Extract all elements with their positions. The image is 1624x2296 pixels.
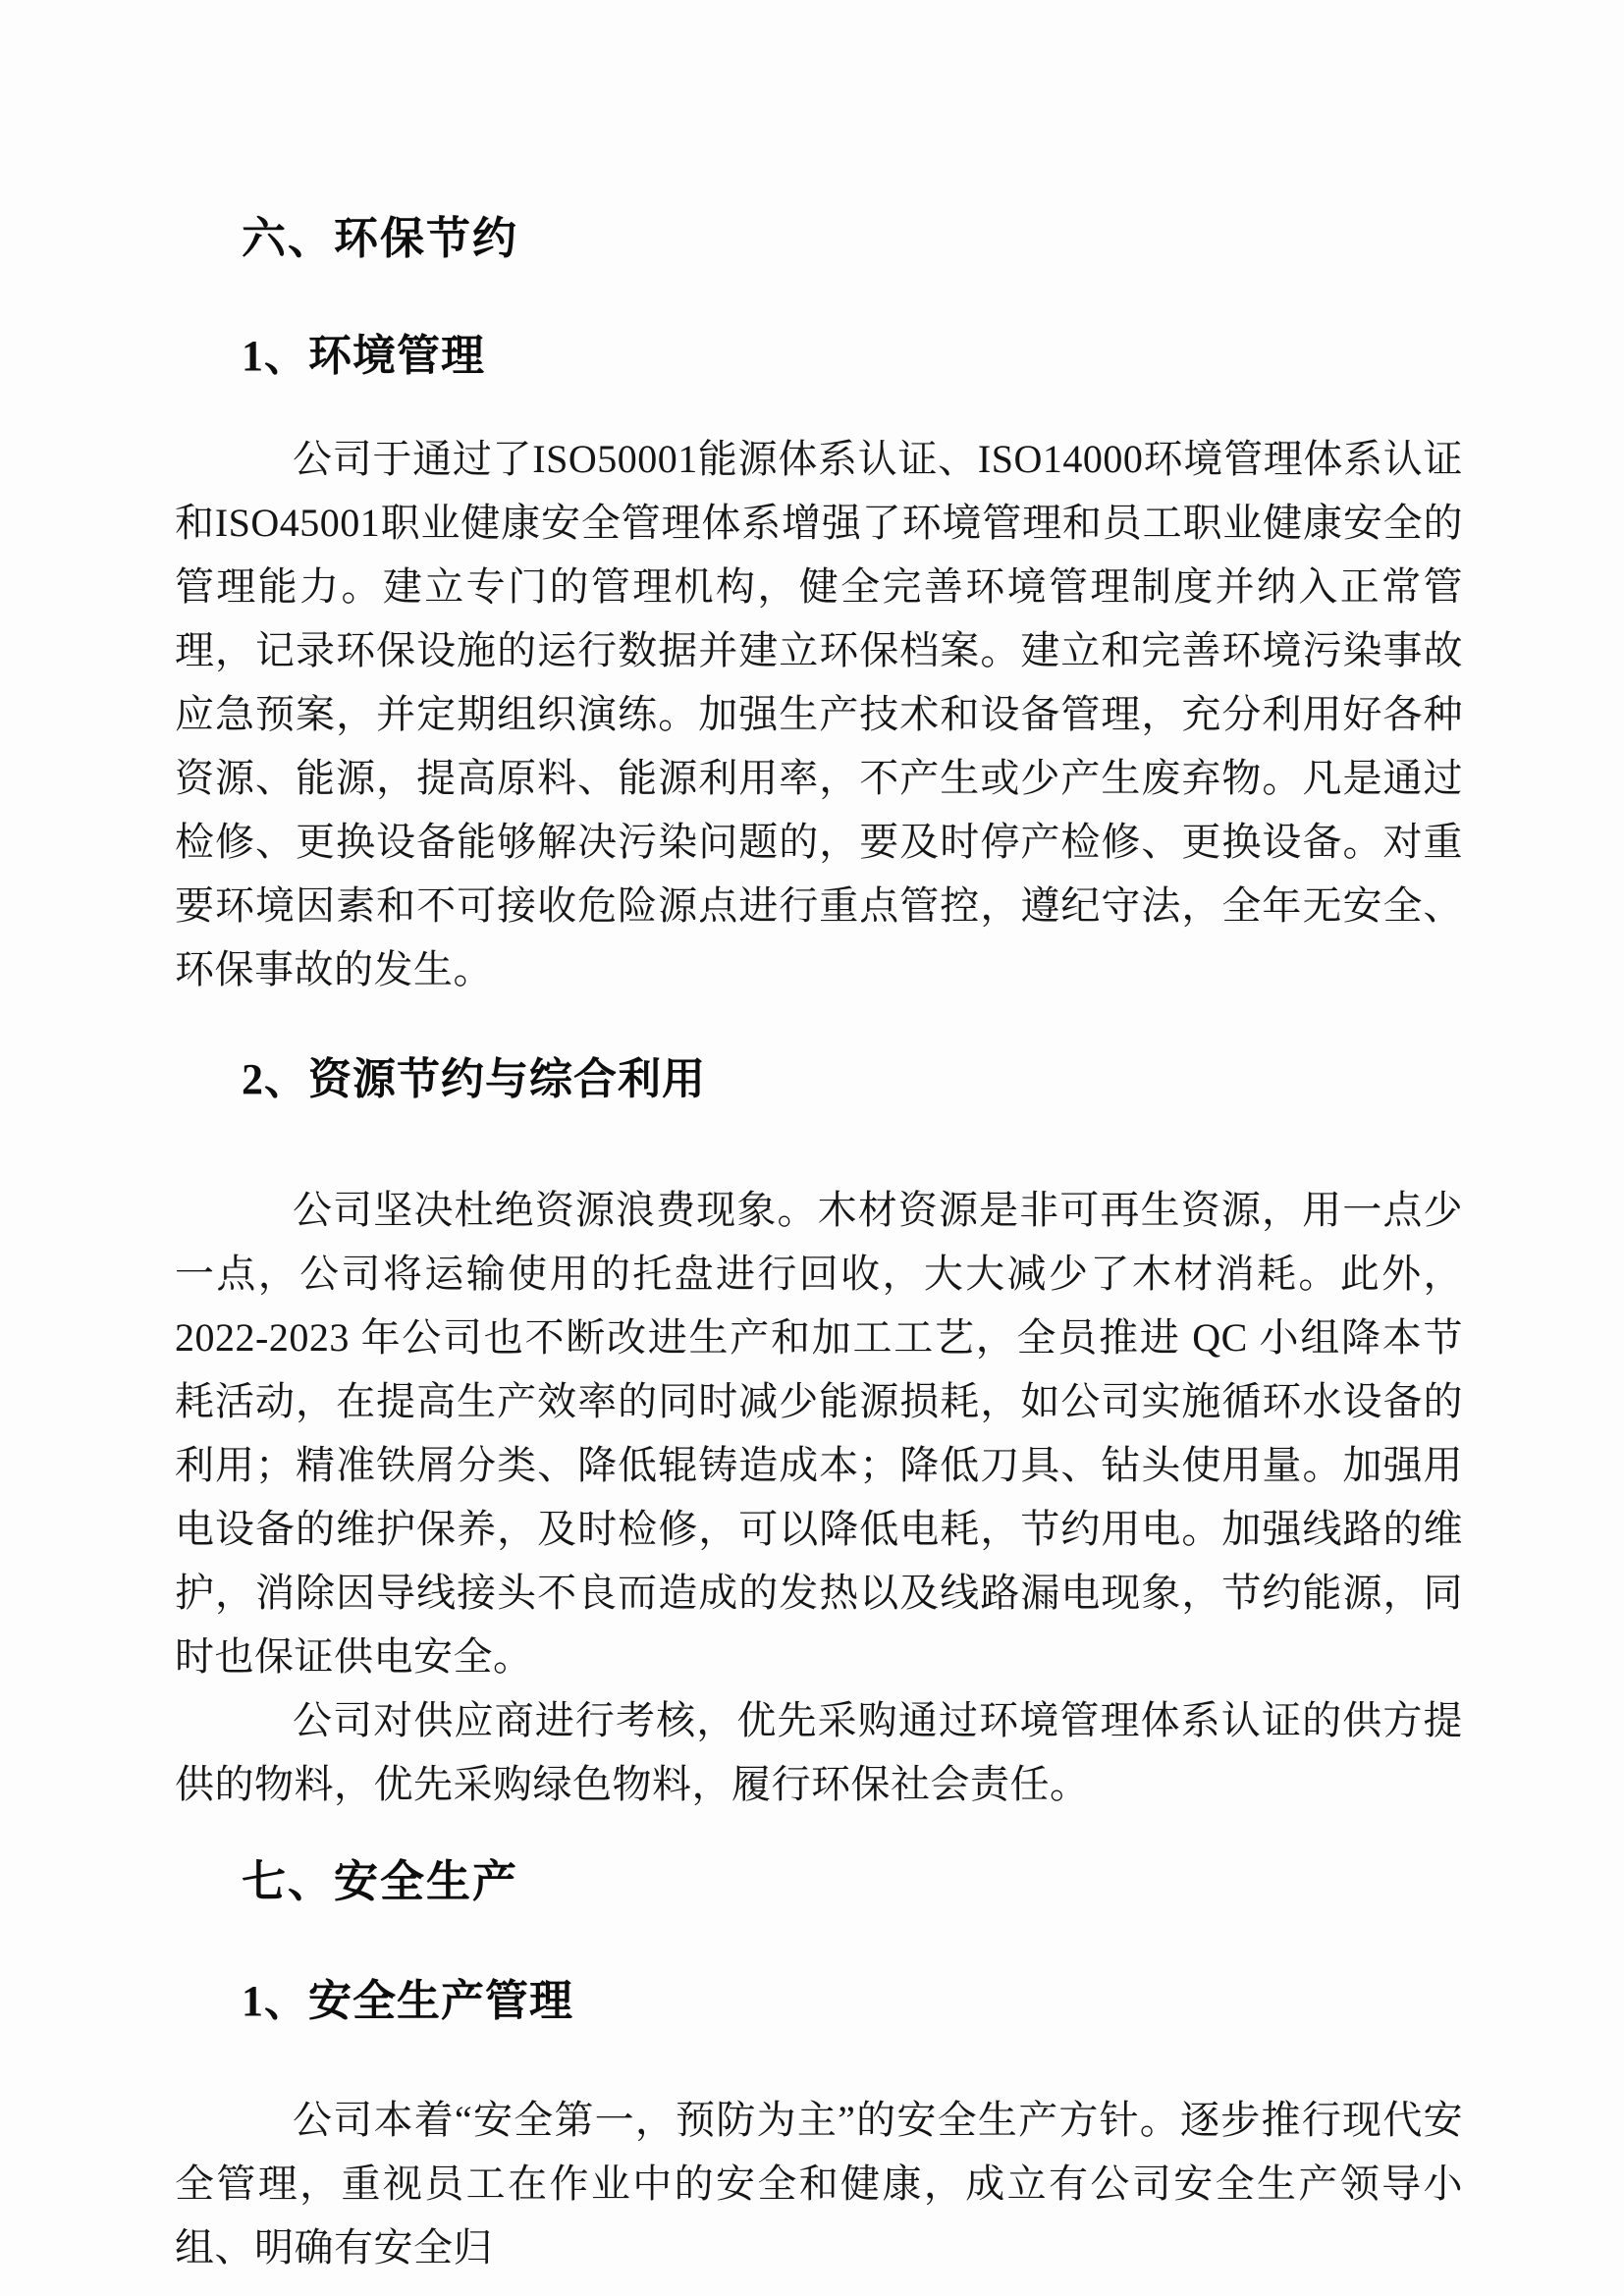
paragraph-environment-management: 公司于通过了ISO50001能源体系认证、ISO14000环境管理体系认证和ISO45001职业健康安全管理体系增强了环境管理和员工职业健康安全的管理能力。建立专门的管理机构，健全完善环境管理制度并纳入正常管理，记录环保设施的运行数据并建立环保档案。建立和完善环境污染事故应急预案，并定期组织演练。加强生产技术和设备管理，充分利用好各种资源、能源，提高原料、能源利用率，不产生或少产生废弃物。凡是通过检修、更换设备能够解决污染问题的，要及时停产检修、更换设备。对重要环境因素和不可接收危险源点进行重点管控，遵纪守法，全年无安全、环保事故的发生。 — [175, 437, 1463, 991]
section-heading-safety-production: 七、安全生产 — [242, 1856, 519, 1906]
section-heading-environment-saving: 六、环保节约 — [242, 213, 519, 263]
paragraph-safety-policy: 公司本着“安全第一，预防为主”的安全生产方针。逐步推行现代安全管理，重视员工在作业中的安全和健康，成立有公司安全生产领导小组、明确有安全归 — [175, 2098, 1463, 2269]
paragraph-supplier-assessment: 公司对供应商进行考核，优先采购通过环境管理体系认证的供方提供的物料，优先采购绿色物料，履行环保社会责任。 — [175, 1698, 1463, 1806]
paragraph-resource-saving: 公司坚决杜绝资源浪费现象。木材资源是非可再生资源，用一点少一点，公司将运输使用的托盘进行回收，大大减少了木材消耗。此外，2022-2023 年公司也不断改进生产和加工工艺，全员推进 QC 小组降本节耗活动，在提高生产效率的同时减少能源损耗，如公司实施循环水设备的利用；精准铁屑分类、降低辊铸造成本；降低刀具、钻头使用量。加强用电设备的维护保养，及时检修，可以降低电耗，节约用电。加强线路的维护，消除因导线接头不良而造成的发热以及线路漏电现象，节约能源，同时也保证供电安全。 — [175, 1188, 1463, 1679]
subsection-heading-environment-management: 1、环境管理 — [242, 332, 485, 380]
subsection-heading-safety-management: 1、安全生产管理 — [242, 1977, 573, 2025]
subsection-heading-resource-saving: 2、资源节约与综合利用 — [242, 1055, 706, 1103]
